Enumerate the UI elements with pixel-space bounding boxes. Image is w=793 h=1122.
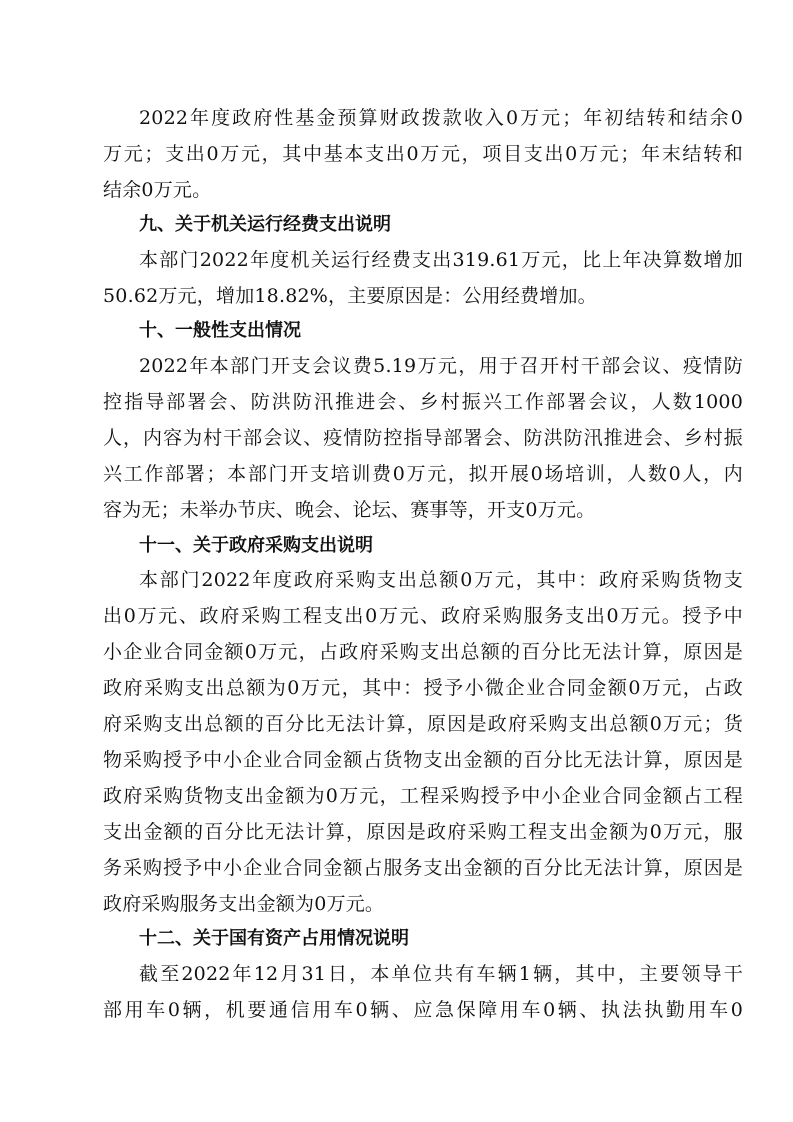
paragraph-line: 截至2022年12月31日，本单位共有车辆1辆，其中，主要领导干 xyxy=(139,963,743,985)
paragraph-line: 部用车0辆，机要通信用车0辆、应急保障用车0辆、执法执勤用车0 xyxy=(103,999,743,1021)
paragraph-line: 2022年本部门开支会议费5.19万元，用于召开村干部会议、疫情防 xyxy=(139,355,743,377)
paragraph-line: 容为无；未举办节庆、晚会、论坛、赛事等，开支0万元。 xyxy=(103,499,596,521)
section-heading-11: 十一、关于政府采购支出说明 xyxy=(139,535,373,556)
paragraph-line: 结余0万元。 xyxy=(103,179,212,201)
paragraph-line: 出0万元、政府采购工程支出0万元、政府采购服务支出0万元。授予中 xyxy=(103,605,743,627)
paragraph-line: 控指导部署会、防洪防汛推进会、乡村振兴工作部署会议，人数1000 xyxy=(103,391,743,413)
paragraph-line: 50.62万元，增加18.82%，主要原因是：公用经费增加。 xyxy=(103,285,597,307)
paragraph-line: 务采购授予中小企业合同金额占服务支出金额的百分比无法计算，原因是 xyxy=(103,857,743,879)
paragraph-line: 本部门2022年度机关运行经费支出319.61万元，比上年决算数增加 xyxy=(139,249,743,271)
paragraph-line: 2022年度政府性基金预算财政拨款收入0万元；年初结转和结余0 xyxy=(139,107,743,129)
section-heading-9: 九、关于机关运行经费支出说明 xyxy=(139,214,391,235)
section-heading-10: 十、一般性支出情况 xyxy=(139,320,301,341)
paragraph-line: 物采购授予中小企业合同金额占货物支出金额的百分比无法计算，原因是 xyxy=(103,749,743,771)
section-heading-12: 十二、关于国有资产占用情况说明 xyxy=(139,928,409,949)
paragraph-line: 支出金额的百分比无法计算，原因是政府采购工程支出金额为0万元，服 xyxy=(103,821,743,843)
paragraph-line: 政府采购货物支出金额为0万元，工程采购授予中小企业合同金额占工程 xyxy=(103,785,743,807)
paragraph-line: 万元；支出0万元，其中基本支出0万元，项目支出0万元；年末结转和 xyxy=(103,143,743,165)
paragraph-line: 政府采购服务支出金额为0万元。 xyxy=(103,893,385,915)
paragraph-line: 政府采购支出总额为0万元，其中：授予小微企业合同金额0万元，占政 xyxy=(103,677,743,699)
paragraph-line: 人，内容为村干部会议、疫情防控指导部署会、防洪防汛推进会、乡村振 xyxy=(103,427,743,449)
paragraph-line: 兴工作部署；本部门开支培训费0万元，拟开展0场培训，人数0人，内 xyxy=(103,463,743,485)
paragraph-line: 本部门2022年度政府采购支出总额0万元，其中：政府采购货物支 xyxy=(139,569,743,591)
paragraph-line: 小企业合同金额0万元，占政府采购支出总额的百分比无法计算，原因是 xyxy=(103,641,743,663)
paragraph-line: 府采购支出总额的百分比无法计算，原因是政府采购支出总额0万元；货 xyxy=(103,713,743,735)
